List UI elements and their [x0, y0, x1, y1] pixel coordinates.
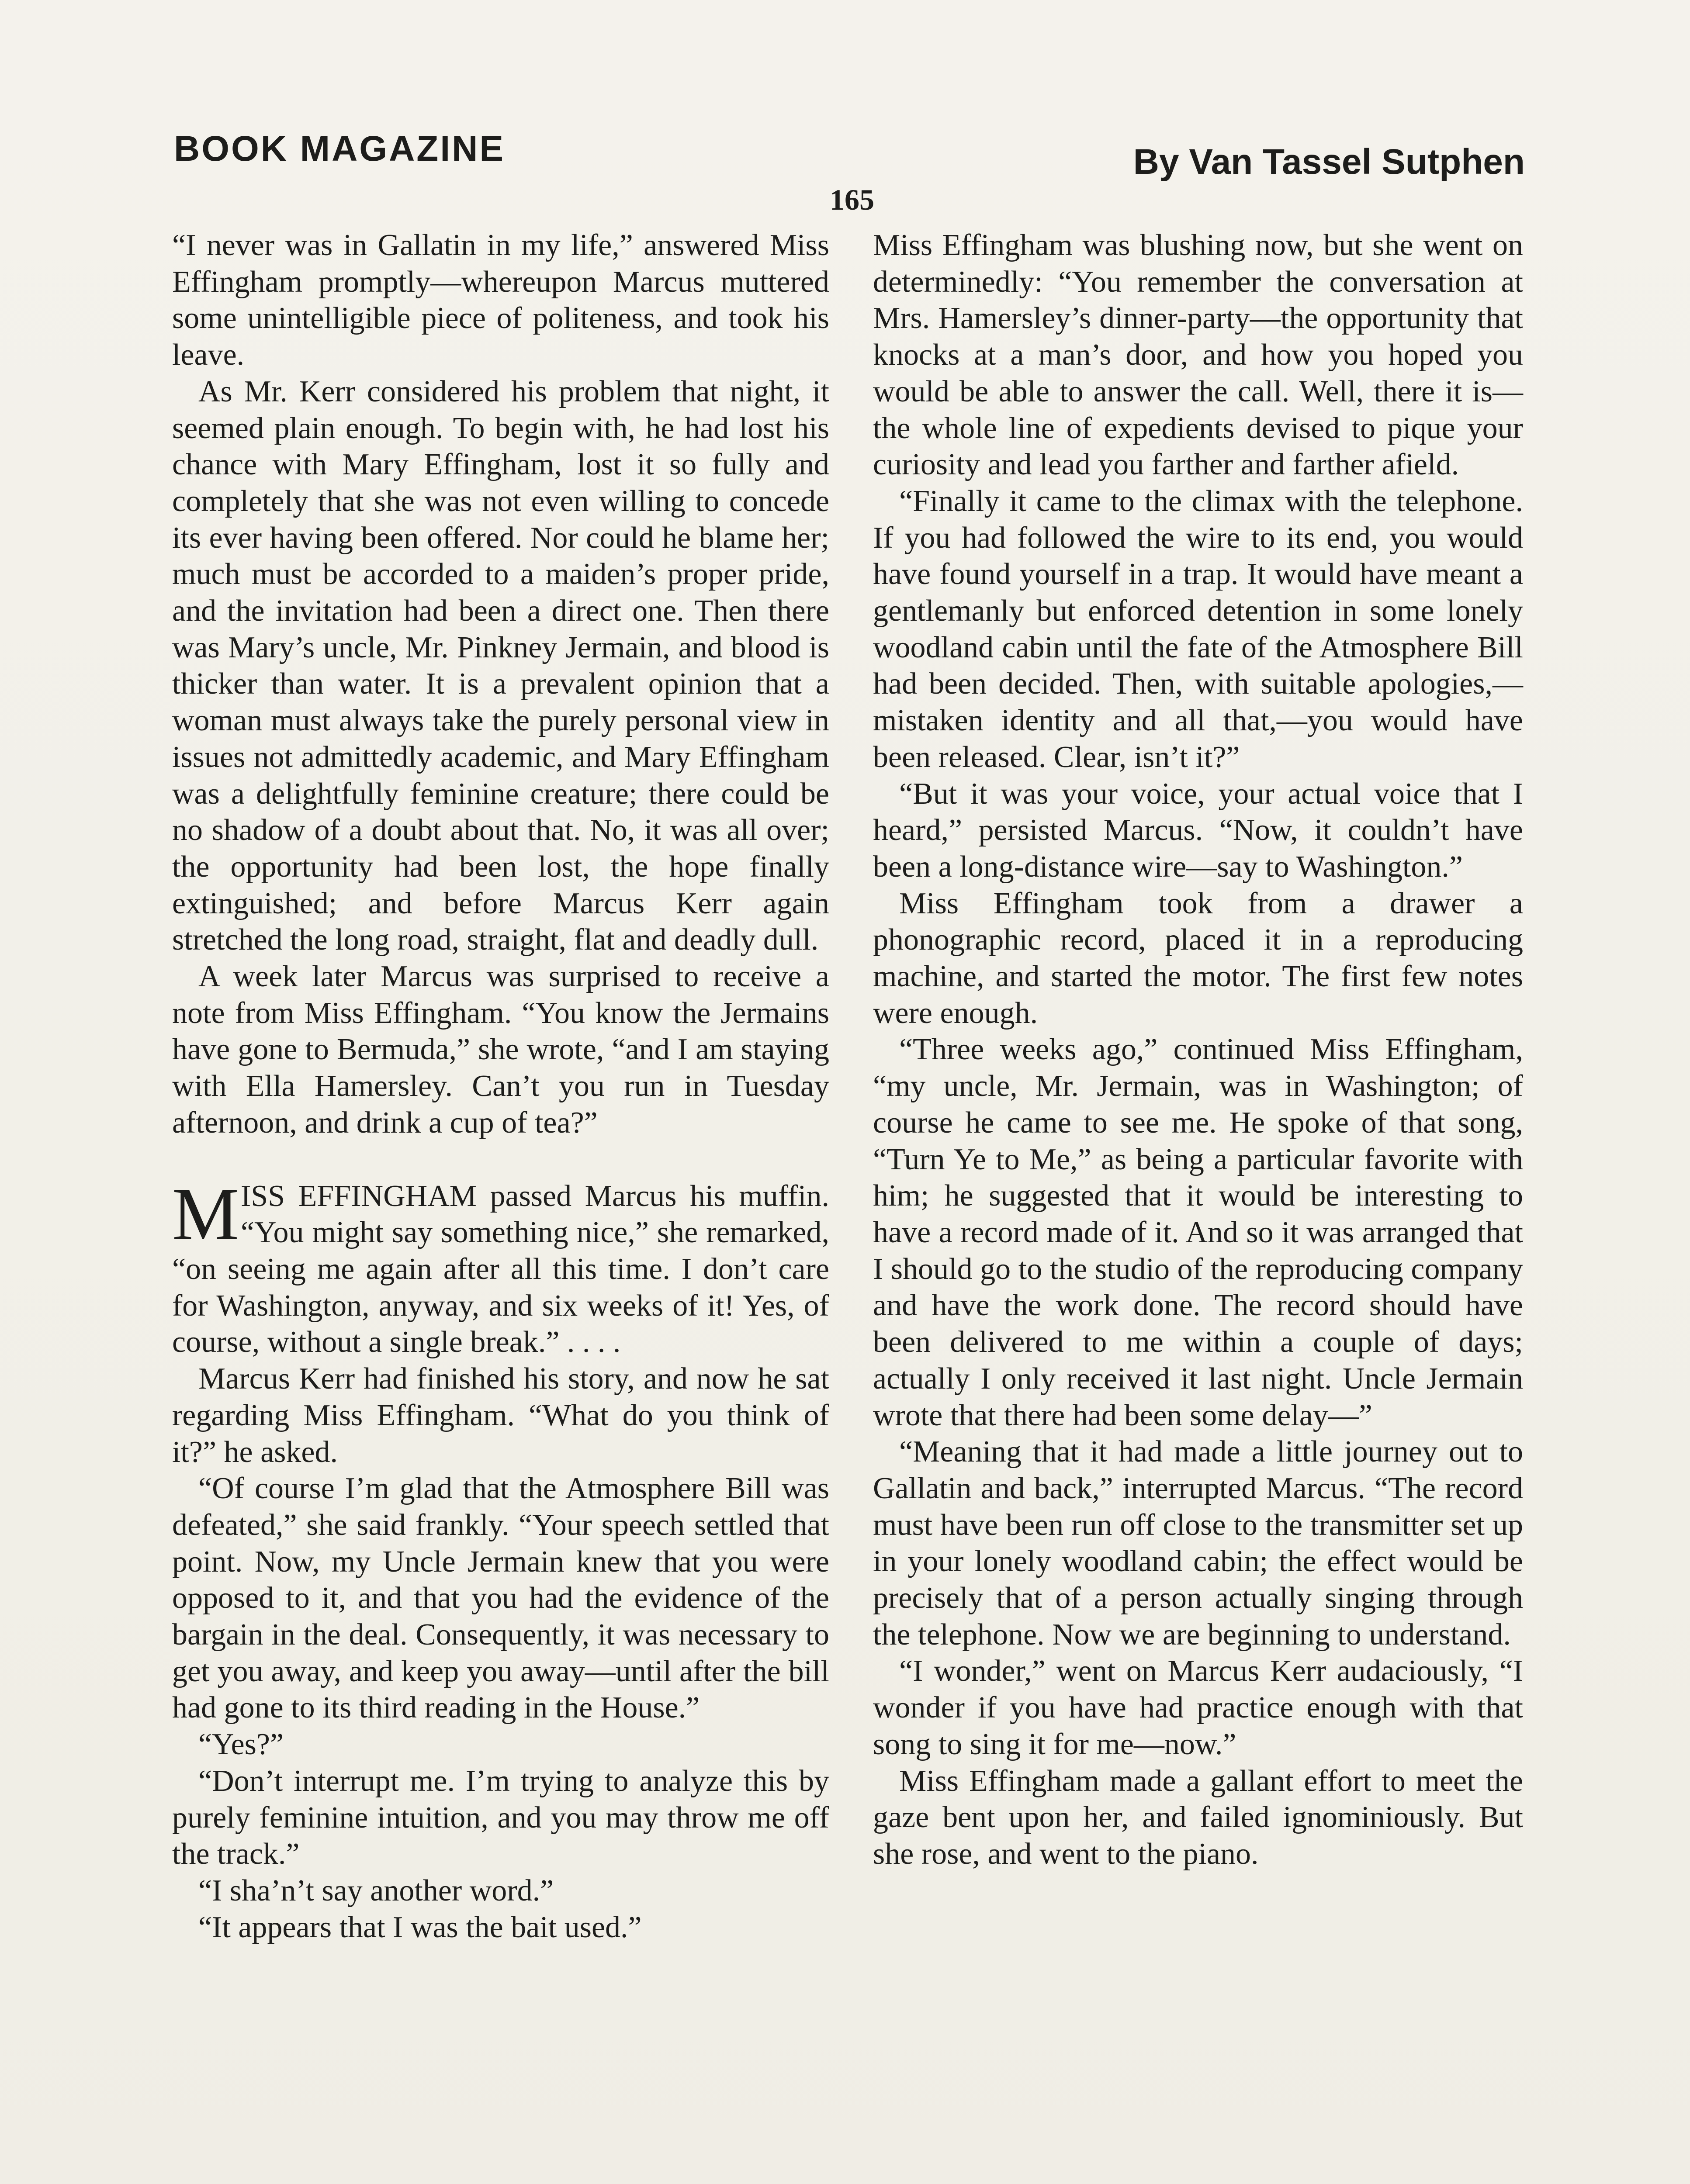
paragraph: Marcus Kerr had finished his story, and now he sat regarding Miss Effingham. “What do you think of it?” he asked. — [172, 1362, 829, 1469]
paragraph: Miss Effingham made a gallant effort to meet the gaze bent upon her, and failed ignominiously. But she rose, and went to the piano. — [873, 1764, 1523, 1871]
paragraph: “I wonder,” went on Marcus Kerr audaciously, “I wonder if you have had practice enough with that song to sing it for me—now.” — [873, 1654, 1523, 1761]
section-lead-text: ISS EFFINGHAM — [240, 1179, 477, 1213]
paragraph: “Meaning that it had made a little journey out to Gallatin and back,” interrupted Marcus. “The record must have been run off close to the transmitter set up in your lonely woodland cabin; the effect would be precisely that of a person actually singing through the telephone. Now we are beginning to understand. — [873, 1435, 1523, 1652]
paragraph: “Yes?” — [198, 1728, 284, 1762]
paragraph: “Don’t interrupt me. I’m trying to analyze this by purely feminine intuition, and you may throw me off the track.” — [172, 1764, 829, 1871]
paragraph: “Of course I’m glad that the Atmosphere Bill was defeated,” she said frankly. “Your speech settled that point. Now, my Uncle Jermain knew that you were opposed to it, and that you had the evidence of the bargain in the deal. Consequently, it was necessary to get you away, and keep you away—until after the bill had gone to its third reading in the House.” — [172, 1472, 829, 1725]
paragraph: Miss Effingham took from a drawer a phonographic record, placed it in a reproducing machine, and started the motor. The first few notes were enough. — [873, 886, 1523, 1030]
paragraph: “Three weeks ago,” continued Miss Effingham, “my uncle, Mr. Jermain, was in Washington; of course he came to see me. He spoke of that song, “Turn Ye to Me,” as being a particular favorite with him; he suggested that it would be interesting to have a record made of it. And so it was arranged that I should go to the studio of the reproducing company and have the work done. The record should have been delivered to me within a couple of days; actually I only received it last night. Uncle Jermain wrote that there had been some delay—” — [873, 1033, 1523, 1432]
section-text: passed Marcus his muffin. “You might say something nice,” she remarked, “on seeing me again after all this time. I don’t care for Washington, anyway, and six weeks of it! Yes, of course, without a single break.” . . . . — [172, 1179, 829, 1359]
right-column — [873, 227, 1523, 1873]
page-number: 165 — [830, 183, 874, 216]
magazine-title: BOOK MAGAZINE — [174, 129, 506, 169]
left-column — [172, 227, 829, 1946]
paragraph: “I sha’n’t say another word.” — [198, 1873, 554, 1908]
paragraph: Miss Effingham was blushing now, but she went on determinedly: “You remember the conversation at Mrs. Hamersley’s dinner-party—the opportunity that knocks at a man’s door, and how you hoped you would be able to answer the call. Well, there it is—the whole line of expedients devised to pique your curiosity and lead you farther and farther afield. — [873, 228, 1523, 482]
paragraph: “I never was in Gallatin in my life,” answered Miss Effingham promptly—whereupon Marcus muttered some unintelligible piece of politeness, and took his leave. — [172, 228, 829, 372]
paragraph: “Finally it came to the climax with the telephone. If you had followed the wire to its end, you would have found yourself in a trap. It would have meant a gentlemanly but enforced detention in some lonely woodland cabin until the fate of the Atmosphere Bill had been decided. Then, with suitable apologies,—mistaken identity and all that,—you would have been released. Clear, isn’t it?” — [873, 484, 1523, 774]
author-byline: By Van Tassel Sutphen — [1133, 142, 1525, 182]
paragraph: A week later Marcus was surprised to receive a note from Miss Effingham. “You know the Jermains have gone to Bermuda,” she wrote, “and I am staying with Ella Hamersley. Can’t you run in Tuesday afternoon, and drink a cup of tea?” — [172, 960, 829, 1140]
drop-cap: M — [172, 1172, 239, 1256]
paragraph: “It appears that I was the bait used.” — [198, 1910, 642, 1944]
section-opening-paragraph — [172, 1172, 829, 1361]
paragraph: “But it was your voice, your actual voice that I heard,” persisted Marcus. “Now, it couldn’t have been a long-distance wire—say to Washington.” — [873, 777, 1523, 884]
paragraph: As Mr. Kerr considered his problem that night, it seemed plain enough. To begin with, he had lost his chance with Mary Effingham, lost it so fully and completely that she was not even willing to concede its ever having been offered. Nor could he blame her; much must be accorded to a maiden’s proper pride, and the invitation had been a direct one. Then there was Mary’s uncle, Mr. Pinkney Jermain, and blood is thicker than water. It is a prevalent opinion that a woman must always take the purely personal view in issues not admittedly academic, and Mary Effingham was a delightfully feminine creature; there could be no shadow of a doubt about that. No, it was all over; the opportunity had been lost, the hope finally extinguished; and before Marcus Kerr again stretched the long road, straight, flat and deadly dull. — [172, 374, 829, 957]
